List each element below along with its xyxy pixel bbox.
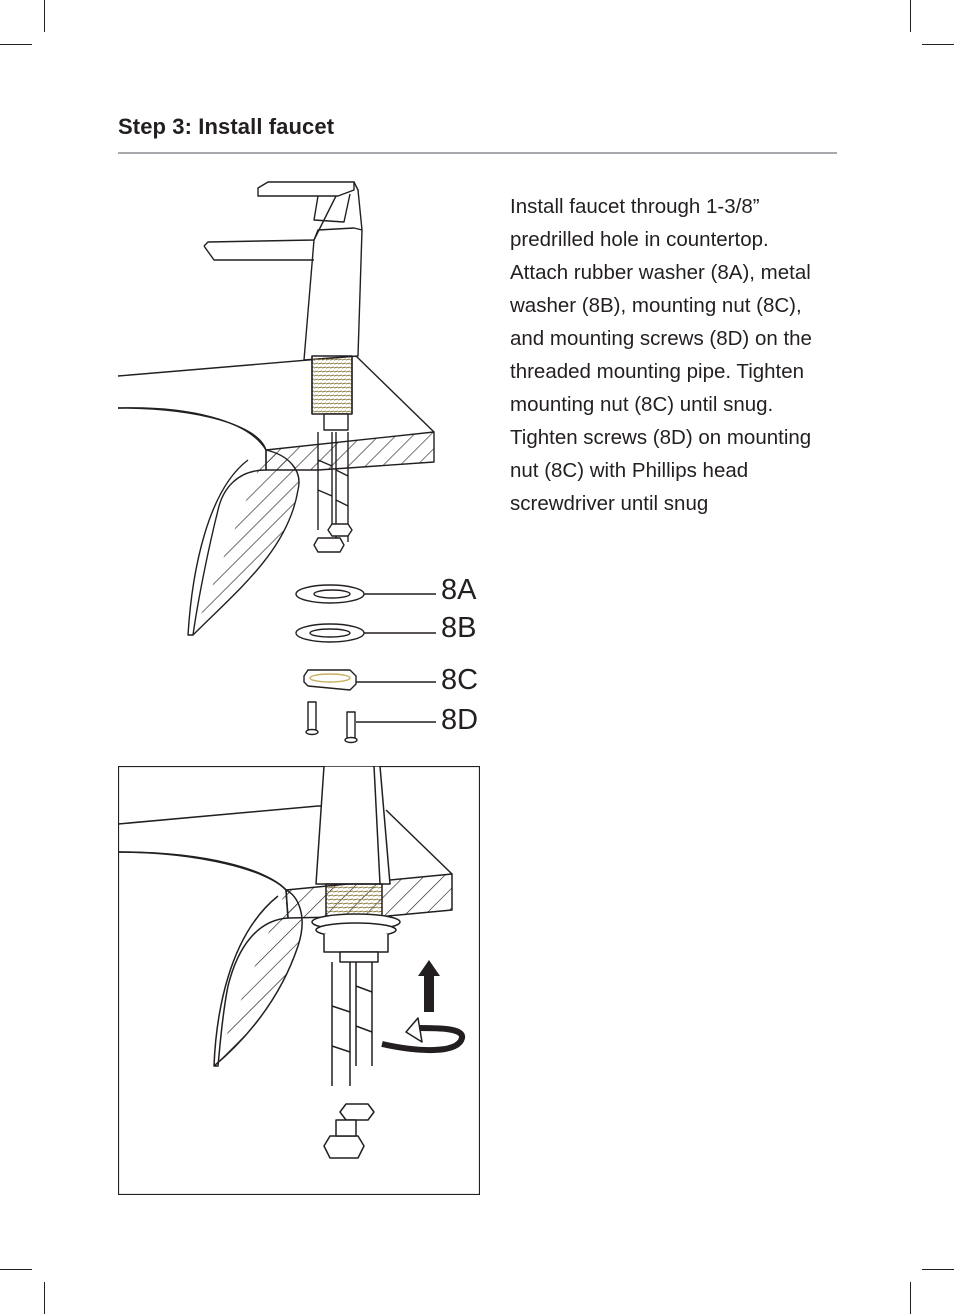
crop-mark-tl-v xyxy=(44,0,45,32)
crop-mark-bl-h xyxy=(0,1269,32,1270)
crop-mark-tr-h xyxy=(922,44,954,45)
part-label-8d: 8D xyxy=(441,704,479,736)
part-label-8b: 8B xyxy=(441,612,477,644)
part-label-8a: 8A xyxy=(441,574,477,606)
exploded-view-illustration xyxy=(118,170,488,750)
part-label-8c: 8C xyxy=(441,664,479,696)
crop-mark-bl-v xyxy=(44,1282,45,1314)
crop-mark-tr-v xyxy=(910,0,911,32)
crop-mark-br-h xyxy=(922,1269,954,1270)
instruction-text: Install faucet through 1-3/8” predrilled hole in countertop. Attach rubber washer (8A), metal washer (8B), mounting nut (8C), and mounting screws (8D) on the threaded mounting pipe. Tighten mounting nut (8C) until snug. Tighten screws (8D) on mounting nut (8C) with Phillips head screwdriver until snug xyxy=(510,195,812,515)
step-heading: Step 3: Install faucet xyxy=(118,114,335,139)
crop-mark-tl-h xyxy=(0,44,32,45)
crop-mark-br-v xyxy=(910,1282,911,1314)
heading-divider xyxy=(118,152,837,154)
assembled-detail-illustration xyxy=(118,766,480,1195)
